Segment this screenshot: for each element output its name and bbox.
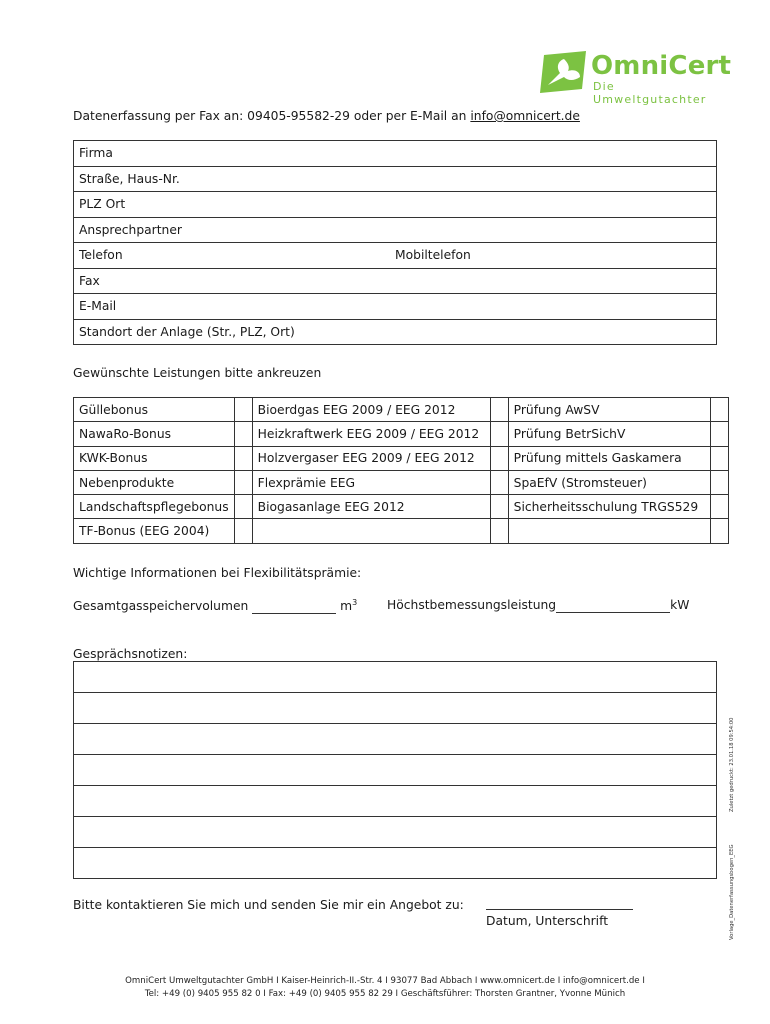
notes-heading: Gesprächsnotizen:	[73, 647, 188, 661]
service-label: Prüfung AwSV	[508, 398, 710, 422]
omnicert-logo	[538, 51, 732, 106]
service-label: Bioerdgas EEG 2009 / EEG 2012	[252, 398, 490, 422]
service-checkbox[interactable]	[234, 446, 252, 470]
template-name-note: Vorlage_Datenerfassungsbogen_EEG	[729, 844, 735, 940]
email-link[interactable]: info@omnicert.de	[470, 109, 580, 123]
service-checkbox[interactable]	[710, 519, 728, 543]
notes-line[interactable]	[74, 755, 717, 786]
service-checkbox[interactable]	[490, 422, 508, 446]
signature-label: Datum, Unterschrift	[486, 914, 609, 928]
service-label: Nebenprodukte	[74, 470, 235, 494]
field-telefon[interactable]	[74, 243, 717, 269]
service-checkbox[interactable]	[234, 495, 252, 519]
hoechstbemessung-row	[387, 598, 689, 613]
service-label: Sicherheitsschulung TRGS529	[508, 495, 710, 519]
service-label: Prüfung mittels Gaskamera	[508, 446, 710, 470]
signature-line[interactable]	[486, 909, 633, 910]
field-firma[interactable]: Firma	[74, 141, 717, 167]
contact-form-table	[73, 140, 717, 345]
service-checkbox[interactable]	[234, 422, 252, 446]
service-checkbox[interactable]	[710, 422, 728, 446]
service-label: Landschaftspflegebonus	[74, 495, 235, 519]
service-checkbox[interactable]	[490, 519, 508, 543]
service-label: TF-Bonus (EEG 2004)	[74, 519, 235, 543]
gasspeicher-label: Gesamtgasspeichervolumen	[73, 599, 249, 614]
service-checkbox[interactable]	[234, 398, 252, 422]
footer	[0, 975, 770, 1001]
service-checkbox[interactable]	[490, 495, 508, 519]
label-telefon: Telefon	[79, 248, 123, 263]
hoechstbemessung-input[interactable]	[556, 598, 670, 613]
service-checkbox[interactable]	[234, 519, 252, 543]
service-label: Holzvergaser EEG 2009 / EEG 2012	[252, 446, 490, 470]
notes-line[interactable]	[74, 724, 717, 755]
notes-table	[73, 661, 717, 879]
notes-line[interactable]	[74, 817, 717, 848]
notes-line[interactable]	[74, 786, 717, 817]
service-label: NawaRo-Bonus	[74, 422, 235, 446]
services-heading: Gewünschte Leistungen bitte ankreuzen	[73, 366, 322, 380]
service-label: Heizkraftwerk EEG 2009 / EEG 2012	[252, 422, 490, 446]
service-checkbox[interactable]	[710, 398, 728, 422]
fax-email-instruction	[73, 109, 580, 123]
field-strasse[interactable]: Straße, Haus-Nr.	[74, 166, 717, 192]
service-checkbox[interactable]	[710, 446, 728, 470]
service-label: Prüfung BetrSichV	[508, 422, 710, 446]
field-email[interactable]: E-Mail	[74, 294, 717, 320]
service-label: Güllebonus	[74, 398, 235, 422]
ginkgo-leaf-icon	[538, 51, 588, 93]
service-checkbox[interactable]	[490, 446, 508, 470]
field-fax[interactable]: Fax	[74, 268, 717, 294]
service-label: KWK-Bonus	[74, 446, 235, 470]
offer-request-text: Bitte kontaktieren Sie mich und senden Sie mir ein Angebot zu:	[73, 898, 464, 912]
service-label	[508, 519, 710, 543]
gasspeicher-unit: m	[340, 599, 353, 614]
flex-heading: Wichtige Informationen bei Flexibilitätsprämie:	[73, 566, 362, 580]
notes-line[interactable]	[74, 693, 717, 724]
service-checkbox[interactable]	[490, 470, 508, 494]
field-ansprechpartner[interactable]: Ansprechpartner	[74, 217, 717, 243]
footer-line-contact: Tel: +49 (0) 9405 955 82 0 I Fax: +49 (0) 9405 955 82 29 I Geschäftsführer: Thorsten Grantner, Yvonne Münich	[144, 989, 626, 999]
last-printed-note: Zuletzt gedruckt: 23.01.18 09:54:00	[729, 717, 735, 812]
hoechstbemessung-label: Höchstbemessungsleistung	[387, 598, 557, 612]
notes-line[interactable]	[74, 662, 717, 693]
service-checkbox[interactable]	[234, 470, 252, 494]
gasspeicher-input[interactable]	[252, 599, 336, 614]
footer-line-address: OmniCert Umweltgutachter GmbH I Kaiser-Heinrich-II.-Str. 4 I 93077 Bad Abbach I www.omnicert.de I info@omnicert.de I	[125, 976, 645, 986]
gasspeicher-row	[73, 598, 357, 614]
field-plz-ort[interactable]: PLZ Ort	[74, 192, 717, 218]
logo-tagline: Die Umweltgutachter	[593, 80, 707, 106]
services-table	[73, 397, 729, 544]
service-label: Flexprämie EEG	[252, 470, 490, 494]
label-mobiltelefon: Mobiltelefon	[395, 248, 471, 262]
service-checkbox[interactable]	[490, 398, 508, 422]
instruction-text: Datenerfassung per Fax an: 09405-95582-29 oder per E-Mail an	[73, 109, 471, 123]
service-checkbox[interactable]	[710, 495, 728, 519]
logo-wordmark: OmniCert	[591, 51, 732, 81]
hoechstbemessung-unit: kW	[670, 598, 690, 612]
unit-superscript: 3	[352, 598, 358, 607]
field-standort[interactable]: Standort der Anlage (Str., PLZ, Ort)	[74, 319, 717, 345]
service-label	[252, 519, 490, 543]
service-label: Biogasanlage EEG 2012	[252, 495, 490, 519]
service-checkbox[interactable]	[710, 470, 728, 494]
service-label: SpaEfV (Stromsteuer)	[508, 470, 710, 494]
notes-line[interactable]	[74, 848, 717, 879]
